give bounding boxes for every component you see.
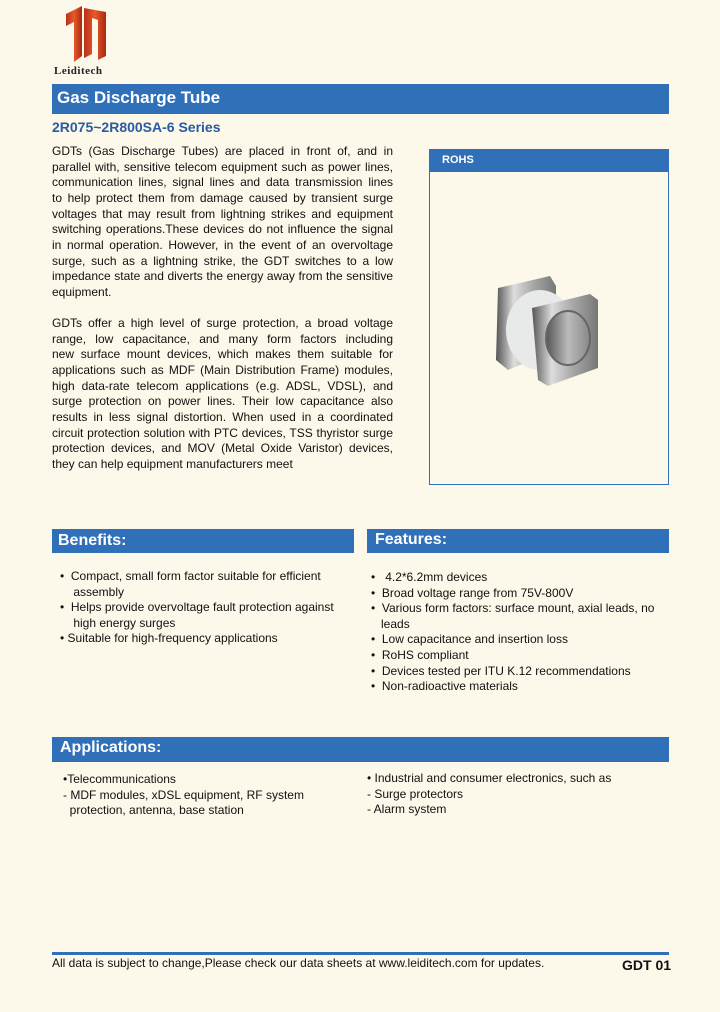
text-line: communication lines, signal lines and data transmission lines bbox=[52, 175, 393, 190]
text-line: they can help equipment manufacturers meet bbox=[52, 456, 293, 471]
text-line: to help protect them from damage caused by transient surge bbox=[52, 190, 393, 205]
text-line: applications such as MDF (Main Distribution Frame) modules, bbox=[52, 362, 393, 377]
text-line: GDTs offer a high level of surge protection, a broad voltage bbox=[52, 316, 393, 330]
features-header bbox=[367, 529, 669, 553]
intro-paragraph-2 bbox=[52, 316, 393, 473]
benefits-title: Benefits: bbox=[58, 532, 127, 549]
company-logo bbox=[62, 4, 112, 66]
text-line: parallel with, sensitive telecom equipment such as power lines, bbox=[52, 159, 393, 174]
gas-discharge-tube-image bbox=[490, 270, 610, 400]
text-line: voltages that may result from lightning strikes and equipment bbox=[52, 206, 393, 221]
text-line: protection devices, and MOV (Metal Oxide Varistor) devices, bbox=[52, 441, 393, 456]
text-line: • 4.2*6.2mm devices bbox=[371, 570, 488, 584]
benefits-header bbox=[52, 529, 354, 553]
text-line: equipment. bbox=[52, 284, 112, 299]
text-line: • Non-radioactive materials bbox=[371, 679, 518, 694]
text-line: - MDF modules, xDSL equipment, RF system bbox=[63, 787, 304, 802]
intro-paragraph-1 bbox=[52, 144, 393, 301]
text-line: • RoHS compliant bbox=[371, 647, 469, 662]
rohs-product-box bbox=[429, 149, 669, 485]
text-line: results in less signal distortion. When used in a coordinated bbox=[52, 409, 393, 424]
logo-mark-icon bbox=[62, 4, 112, 66]
text-line: •Telecommunications bbox=[63, 772, 176, 786]
text-line: • Helps provide overvoltage fault protection against bbox=[60, 600, 334, 615]
text-line: - Alarm system bbox=[367, 802, 447, 817]
series-title: 2R075~2R800SA-6 Series bbox=[52, 119, 221, 135]
text-line: GDTs (Gas Discharge Tubes) are placed in front of, and in bbox=[52, 144, 393, 158]
text-line: range, low capacitance, and many form factors including bbox=[52, 331, 393, 346]
footer-divider bbox=[52, 952, 669, 955]
text-line: new surface mount devices, which makes them suitable for bbox=[52, 347, 393, 362]
text-line: • Compact, small form factor suitable for efficient bbox=[60, 569, 321, 583]
page-title: Gas Discharge Tube bbox=[57, 88, 221, 107]
features-list bbox=[371, 570, 654, 695]
rohs-label: ROHS bbox=[442, 154, 474, 166]
rohs-header bbox=[430, 150, 668, 172]
logo-brand: Leiditech bbox=[54, 65, 103, 77]
text-line: • Low capacitance and insertion loss bbox=[371, 632, 568, 647]
footer-note: All data is subject to change,Please check our data sheets at www.leiditech.com for updates. bbox=[52, 956, 545, 970]
features-title: Features: bbox=[375, 531, 448, 548]
page-title-bar bbox=[52, 84, 669, 114]
text-line: - Surge protectors bbox=[367, 786, 464, 801]
text-line: in normal operation. However, in the event of an overvoltage bbox=[52, 237, 393, 252]
text-line: • Devices tested per ITU K.12 recommendations bbox=[371, 663, 631, 678]
text-line: high data-rate telecom applications (e.g. ADSL, VDSL), and bbox=[52, 378, 393, 393]
benefits-list bbox=[60, 569, 334, 647]
applications-left bbox=[63, 772, 304, 819]
applications-title: Applications: bbox=[60, 739, 162, 756]
text-line: impedance state and diverts the energy away from the sensitive bbox=[52, 269, 393, 284]
applications-header bbox=[52, 737, 669, 762]
text-line: surge, such as a lightning strike, the GDT switches to a low bbox=[52, 253, 393, 268]
text-line: • Various form factors: surface mount, axial leads, no bbox=[371, 601, 655, 616]
page-number: GDT 01 bbox=[622, 957, 672, 973]
text-line: surge protection on power lines. Their low capacitance also bbox=[52, 394, 393, 409]
text-line: assembly bbox=[60, 584, 125, 599]
text-line: switching operations.These devices do not influence the signal bbox=[52, 222, 393, 237]
text-line: protection, antenna, base station bbox=[63, 803, 244, 818]
text-line: circuit protection solution with PTC devices, TSS thyristor surge bbox=[52, 425, 393, 440]
applications-right bbox=[367, 771, 611, 818]
text-line: • Broad voltage range from 75V-800V bbox=[371, 585, 574, 600]
text-line: leads bbox=[371, 616, 410, 631]
text-line: • Industrial and consumer electronics, such as bbox=[367, 771, 612, 785]
text-line: • Suitable for high-frequency applications bbox=[60, 631, 278, 646]
text-line: high energy surges bbox=[60, 615, 176, 630]
